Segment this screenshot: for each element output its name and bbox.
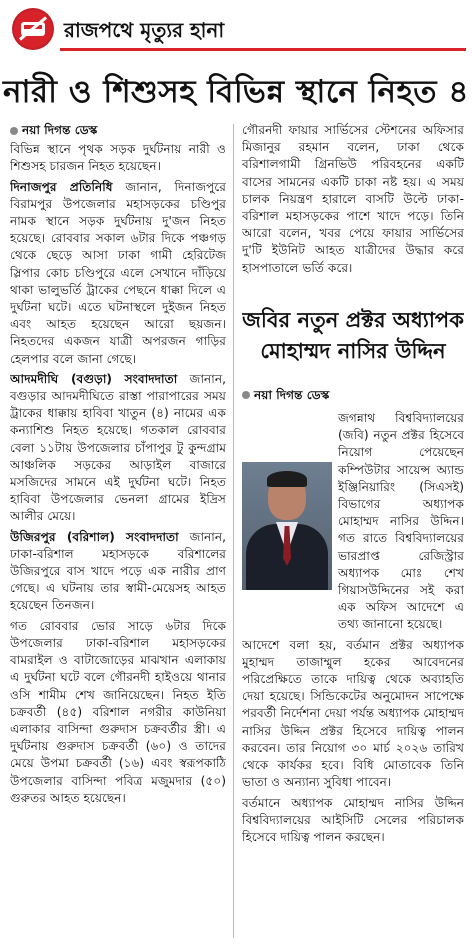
paragraph-text: জানান, দিনাজপুরে বিরামপুর উপজেলার মহাসড়কের চণ্ডিপুর নামক স্থানে সড়ক দুর্ঘটনায় দু'জন নিহত হয়েছে। রোববার সকাল ৬টার দিকে পঞ্চগড় থেকে ছেড়ে আসা ঢাকা গামী হেরিটেজ স্লিপার কোচ চণ্ডিপুরে এলে সেখানে দাঁড়িয়ে থাকা ভালুভর্তি ট্রাকের পেছনে ধাক্কা দিলে এ দুর্ঘটনা ঘটে। এতে ঘটনাস্থলে দুইজন নিহত এবং আহত হয়েছেন আরো ছয়জন। নিহতদের একজন যাত্রী অপরজন গাড়ির হেলপার বলে জানা গেছে।	[10, 179, 226, 366]
proctor-paragraph-1: জগন্নাথ বিশ্ববিদ্যালয়ের (জবি) নতুন প্রক্টর হিসেবে নিয়োগ পেয়েছেন কম্পিউটার সায়েন্স অ্যান্ড ইঞ্জিনিয়ারিং (সিএসই) বিভাগের অধ্যাপক মোহাম্মদ নাসির উদ্দিন। গত রাতে বিশ্ববিদ্যালয়ের ভারপ্রাপ্ত রেজিস্ট্রার অধ্যাপক মোঃ শেখ গিয়াসউদ্দিনের সই করা এক অফিস আদেশে এ তথ্য জানানো হয়েছে।	[338, 411, 464, 632]
byline-text: নয়া দিগন্ত ডেস্ক	[254, 387, 330, 402]
byline	[10, 122, 226, 139]
section-label: রাজপথে মৃত্যুর হানা	[64, 18, 225, 42]
paragraph-text: জানান, ঢাকা-বরিশাল মহাসড়কে বরিশালের উজিরপুরে বাস খাদে পড়ে এক নারীর প্রাণ গেছে। এ ঘটনায় তার স্বামী-মেয়েসহ আহত হয়েছেন তিনজন।	[10, 529, 226, 613]
paragraph-dinajpur	[10, 179, 226, 368]
intro-paragraph: বিভিন্ন স্থানে পৃথক সড়ক দুর্ঘটনায় নারী ও শিশুসহ চারজন নিহত হয়েছেন।	[10, 142, 226, 174]
article-column-right	[242, 122, 464, 940]
proctor-paragraph-3: বর্তমানে অধ্যাপক মোহাম্মদ নাসির উদ্দিন বিশ্ববিদ্যালয়ের আইসিটি সেলের পরিচালক হিসেবে দায়িত্ব পালন করছেন।	[242, 795, 464, 844]
article-column-left	[10, 122, 226, 940]
main-headline: নারী ও শিশুসহ বিভিন্ন স্থানে নিহত ৪	[3, 74, 469, 110]
no-bus-icon	[14, 10, 52, 48]
paragraph-fire-service: গৌরনদী ফায়ার সার্ভিসের স্টেশনের অফিসার মিজানুর রহমান বলেন, ঢাকা থেকে বরিশালগামী গ্রিনভিউ পরিবহনের একটি বাসের সামনের একটি চাকা নষ্ট হয়। এ সময় চালক নিয়ন্ত্রণ হারালে বাসটি উল্টে ঢাকা-বরিশাল মহাসড়কের পাশে খাদে পড়ে। তিনি আরো বলেন, খবর পেয়ে ফায়ার সার্ভিসের দু'টি ইউনিট আহত যাত্রীদের উদ্ধার করে হাসপাতালে ভর্তি করে।	[242, 123, 464, 275]
paragraph-text: জানান, বগুড়ার আদমদীঘিতে রাস্তা পারাপারের সময় ট্রাকের ধাক্কায় হাবিবা খাতুন (৪) নামের এক কন্যাশিশু নিহত হয়েছে। গতকাল রোববার বেলা ১১টায় উপজেলার চাঁপাপুর টু কুন্দগ্রাম আঞ্চলিক সড়কের আড়াইল বাজারে মসজিদের সামনে এই দুর্ঘটনা ঘটে। নিহত হাবিবা উপজেলার ভেনলা গ্রামের ইদ্রিস আলীর মেয়ে।	[10, 371, 226, 524]
second-headline: জবির নতুন প্রক্টর অধ্যাপক মোহাম্মদ নাসির উদ্দিন	[242, 307, 464, 363]
bullet-icon	[242, 391, 250, 399]
section-divider	[60, 48, 466, 51]
dateline: দিনাজপুর প্রতিনিধি	[10, 179, 113, 194]
photo-row	[242, 410, 464, 637]
byline-text: নয়া দিগন্ত ডেস্ক	[22, 123, 98, 137]
column-divider	[233, 124, 234, 938]
paragraph-adamdighi	[10, 371, 226, 526]
byline	[242, 387, 464, 404]
dateline: উজিরপুর (বরিশাল) সংবাদদাতা	[10, 529, 179, 544]
paragraph-ujirpur	[10, 529, 226, 615]
bullet-icon	[10, 127, 18, 135]
dateline: আদমদীঘি (বগুড়া) সংবাদদাতা	[10, 371, 178, 386]
portrait-photo	[242, 462, 332, 590]
proctor-paragraph-2: আদেশে বলা হয়, বর্তমান প্রক্টর অধ্যাপক মুহাম্মদ তাজাম্মুল হকের আবেদনের পরিপ্রেক্ষিতে তাকে দায়িত্ব থেকে অব্যাহতি দেয়া হয়েছে। সিন্ডিকেটের অনুমোদন সাপেক্ষে পরবর্তী নির্দেশনা দেয়া পর্যন্ত অধ্যাপক মোহাম্মদ নাসির উদ্দিন প্রক্টর হিসেবে দায়িত্ব পালন করবেন। তার নিয়োগ ৩০ মার্চ ২০২৬ তারিখ থেকে কার্যকর হবে। বিধি মোতাবেক তিনি ভাতা ও অন্যান্য সুবিধা পাবেন।	[242, 637, 464, 790]
paragraph-accident-details: গত রোববার ভোর সাড়ে ৬টার দিকে উপজেলার ঢাকা-বরিশাল মহাসড়কের বামরাইল ও বাটাজোড়ের মাঝখান এলাকায় এ দুর্ঘটনা ঘটে বলে গৌরনদী হাইওয়ে থানার ওসি শামীম শেখ জানিয়েছেন। নিহত ইতি চক্রবর্তী (৪৫) বরিশাল নগরীর কাউনিয়া এলাকার বাসিন্দা গুরুদাস চক্রবর্তীর স্ত্রী। এ দুর্ঘটনায় গুরুদাস চক্রবর্তী (৬০) ও তাদের মেয়ে উপমা চক্রবর্তী (১৬) এবং স্বরূপকাঠি উপজেলার বাসিন্দা পবিত্র মজুমদার (৫০) গুরুতর আহত হয়েছেন।	[10, 618, 226, 805]
section-header	[6, 6, 466, 54]
